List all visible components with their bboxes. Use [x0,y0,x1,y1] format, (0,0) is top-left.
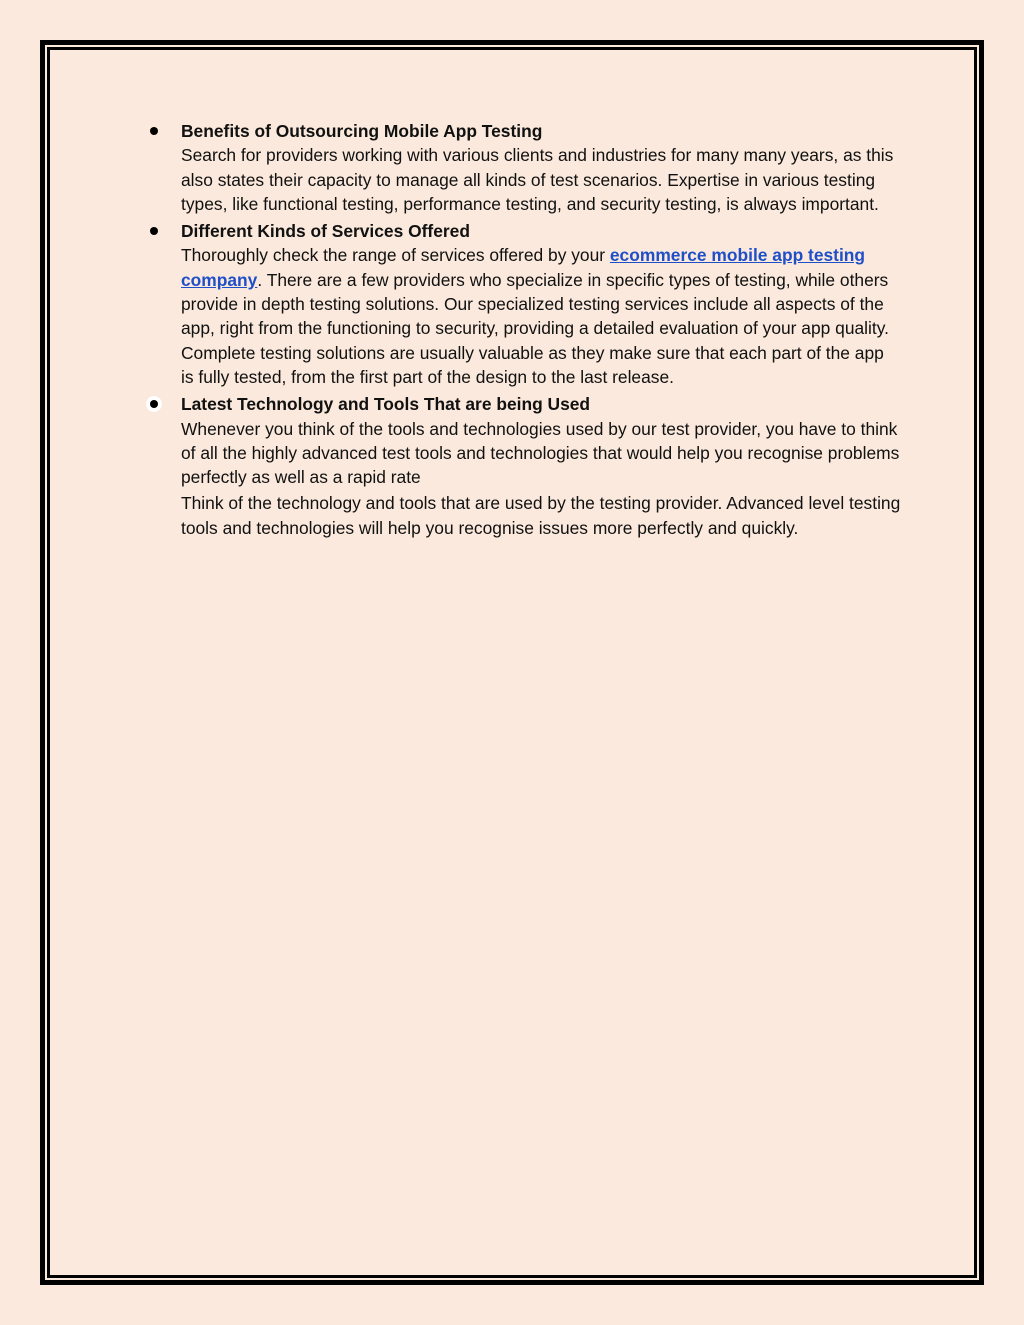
paragraph-text: . There are a few providers who specialize in specific types of testing, while others provide in depth testing solutions. Our specialized testing services include all aspects of the app, right from the functioning to security, providing a detailed evaluation of your app quality. Complete testing solutions are usually valuable as they make sure that each part of the app is fully tested, from the first part of the design to the last release. [181,269,889,387]
section-heading: Latest Technology and Tools That are being Used [181,394,591,415]
bullet-icon [150,127,158,135]
list-item-technology [181,391,901,540]
section-paragraph: Think of the technology and tools that are used by the testing provider. Advanced level testing tools and technologies will help you recognise issues more perfectly and quickly. [181,493,901,538]
section-paragraph: Search for providers working with various clients and industries for many many years, as this also states their capacity to manage all kinds of test scenarios. Expertise in various testing types, like functional testing, performance testing, and security testing, is always important. [181,145,894,214]
list-item-services [181,218,901,389]
ecommerce-testing-link[interactable]: ecommerce mobile app testing company [181,245,866,290]
section-paragraph: Whenever you think of the tools and technologies used by our test provider, you have to think of all the highly advanced test tools and technologies that would help you recognise problems perfectly as well as a rapid rate [181,418,900,488]
document-body [181,118,901,542]
list-item-benefits [181,118,901,216]
paragraph-text: Thoroughly check the range of services offered by your [181,245,610,266]
section-paragraph [181,243,901,389]
section-heading: Benefits of Outsourcing Mobile App Testing [181,121,543,141]
section-heading: Different Kinds of Services Offered [181,221,470,242]
